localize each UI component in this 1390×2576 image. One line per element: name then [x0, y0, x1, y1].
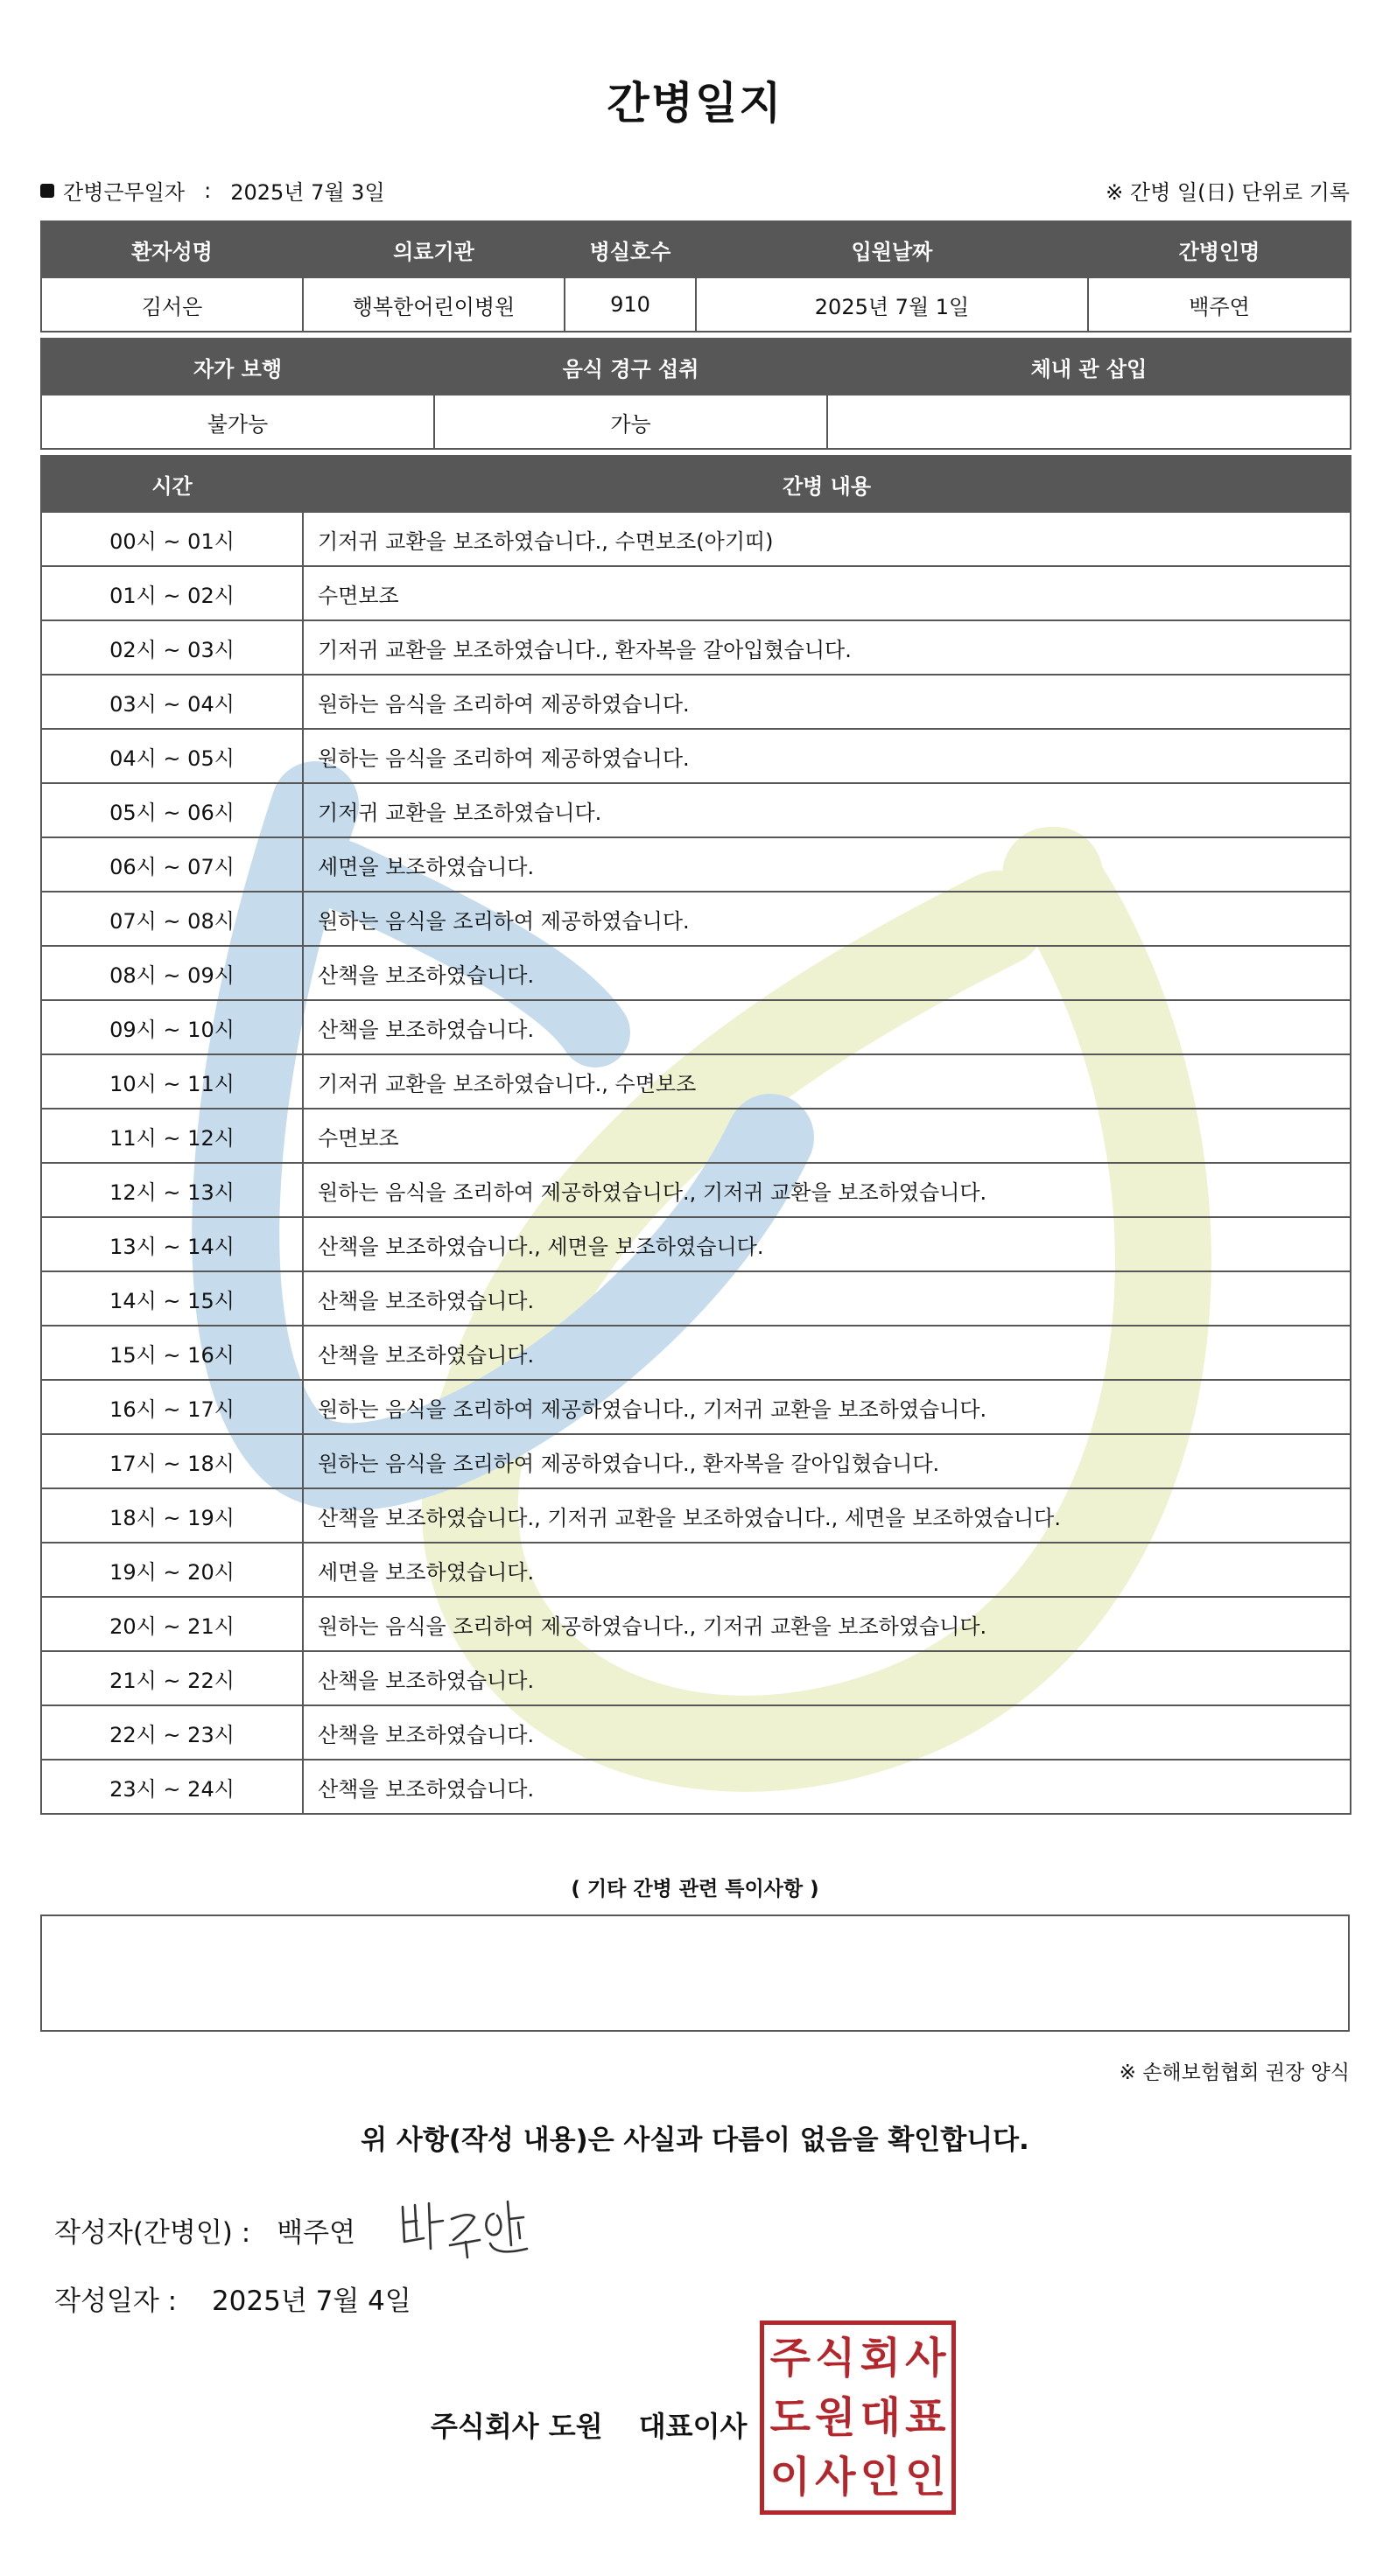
care-log-content: 원하는 음식을 조리하여 제공하였습니다., 기저귀 교환을 보조하였습니다. — [303, 1380, 1351, 1434]
care-log-time: 11시 ~ 12시 — [41, 1109, 303, 1163]
care-log-time: 14시 ~ 15시 — [41, 1271, 303, 1326]
care-log-row — [41, 1380, 1351, 1434]
care-log-content: 기저귀 교환을 보조하였습니다. — [303, 783, 1351, 837]
seal-char: 표 — [905, 2393, 946, 2442]
care-date-row — [40, 175, 385, 206]
care-log-content: 기저귀 교환을 보조하였습니다., 수면보조 — [303, 1054, 1351, 1109]
care-log-row — [41, 1434, 1351, 1488]
seal-char: 회 — [860, 2334, 901, 2383]
care-log-content: 기저귀 교환을 보조하였습니다., 수면보조(아기띠) — [303, 512, 1351, 566]
recommend-note: ※ 손해보험협회 권장 양식 — [1119, 2062, 1350, 2084]
care-log-row — [41, 837, 1351, 892]
care-log-time: 05시 ~ 06시 — [41, 783, 303, 837]
care-log-row — [41, 1163, 1351, 1217]
care-log-content: 산책을 보조하였습니다., 세면을 보조하였습니다. — [303, 1217, 1351, 1271]
col-institution: 의료기관 — [303, 221, 565, 277]
seal-char: 이 — [769, 2453, 811, 2502]
care-log-content: 원하는 음식을 조리하여 제공하였습니다. — [303, 675, 1351, 729]
seal-char: 사 — [815, 2453, 856, 2502]
care-log-row — [41, 1651, 1351, 1705]
care-log-row — [41, 675, 1351, 729]
patient-name-value: 김서은 — [41, 277, 303, 332]
care-log-header-row — [41, 456, 1351, 512]
patient-status-header-row — [41, 339, 1351, 395]
care-log-time: 01시 ~ 02시 — [41, 566, 303, 620]
care-log-content: 원하는 음식을 조리하여 제공하였습니다. — [303, 729, 1351, 783]
written-date-label: 작성일자 : — [54, 2286, 178, 2317]
institution-value: 행복한어린이병원 — [303, 277, 565, 332]
care-log-row — [41, 1326, 1351, 1380]
care-log-content: 세면을 보조하였습니다. — [303, 1543, 1351, 1597]
company-representative: 대표이사 — [638, 2410, 748, 2443]
col-tube-insertion: 체내 관 삽입 — [827, 339, 1351, 395]
writer-name: 백주연 — [277, 2217, 356, 2249]
care-date-separator: : — [204, 178, 212, 203]
record-unit-note: ※ 간병 일(日) 단위로 기록 — [1106, 180, 1350, 205]
care-log-content: 원하는 음식을 조리하여 제공하였습니다. — [303, 892, 1351, 946]
care-log-time: 23시 ~ 24시 — [41, 1760, 303, 1814]
confirmation-statement: 위 사항(작성 내용)은 사실과 다름이 없음을 확인합니다. — [361, 2124, 1029, 2156]
patient-info-table — [40, 220, 1351, 332]
care-log-content: 수면보조 — [303, 566, 1351, 620]
care-log-content: 기저귀 교환을 보조하였습니다., 환자복을 갈아입혔습니다. — [303, 620, 1351, 675]
written-date-value: 2025년 7월 4일 — [211, 2286, 411, 2317]
care-log-row — [41, 1109, 1351, 1163]
care-log-time: 16시 ~ 17시 — [41, 1380, 303, 1434]
care-log-content: 원하는 음식을 조리하여 제공하였습니다., 기저귀 교환을 보조하였습니다. — [303, 1597, 1351, 1651]
care-log-time: 02시 ~ 03시 — [41, 620, 303, 675]
care-log-row — [41, 783, 1351, 837]
writer-row — [54, 2210, 355, 2250]
seal-char: 사 — [905, 2334, 946, 2383]
handwritten-signature — [396, 2188, 553, 2266]
care-log-row — [41, 566, 1351, 620]
care-log-time: 20시 ~ 21시 — [41, 1597, 303, 1651]
caregiver-value: 백주연 — [1088, 277, 1351, 332]
care-log-time: 19시 ~ 20시 — [41, 1543, 303, 1597]
oral-intake-value: 가능 — [434, 395, 827, 449]
care-log-content: 산책을 보조하였습니다. — [303, 1271, 1351, 1326]
seal-char: 주 — [769, 2334, 811, 2383]
care-log-row — [41, 1597, 1351, 1651]
col-care-content: 간병 내용 — [303, 456, 1351, 512]
care-log-time: 15시 ~ 16시 — [41, 1326, 303, 1380]
care-log-time: 17시 ~ 18시 — [41, 1434, 303, 1488]
seal-char: 원 — [815, 2393, 856, 2442]
seal-char: 인 — [905, 2453, 946, 2502]
care-log-time: 08시 ~ 09시 — [41, 946, 303, 1000]
care-log-time: 12시 ~ 13시 — [41, 1163, 303, 1217]
col-patient-name: 환자성명 — [41, 221, 303, 277]
seal-char: 인 — [860, 2453, 901, 2502]
notes-heading: ( 기타 간병 관련 특이사항 ) — [571, 1878, 819, 1900]
care-log-time: 03시 ~ 04시 — [41, 675, 303, 729]
seal-char: 대 — [860, 2393, 901, 2442]
bullet-square-icon — [40, 184, 54, 198]
patient-status-value-row — [41, 395, 1351, 449]
care-log-row — [41, 1488, 1351, 1543]
seal-char: 도 — [769, 2393, 811, 2442]
care-log-row — [41, 1705, 1351, 1760]
care-log-row — [41, 892, 1351, 946]
care-log-row — [41, 1217, 1351, 1271]
col-caregiver: 간병인명 — [1088, 221, 1351, 277]
care-log-time: 00시 ~ 01시 — [41, 512, 303, 566]
care-log-content: 산책을 보조하였습니다. — [303, 1000, 1351, 1054]
care-log-content: 산책을 보조하였습니다., 기저귀 교환을 보조하였습니다., 세면을 보조하였습니다. — [303, 1488, 1351, 1543]
care-log-row — [41, 1054, 1351, 1109]
care-log-row — [41, 946, 1351, 1000]
col-admission-date: 입원날짜 — [696, 221, 1088, 277]
care-log-content: 원하는 음식을 조리하여 제공하였습니다., 기저귀 교환을 보조하였습니다. — [303, 1163, 1351, 1217]
patient-info-header-row — [41, 221, 1351, 277]
seal-char: 식 — [815, 2334, 856, 2383]
company-name: 주식회사 도원 — [431, 2410, 603, 2443]
care-date-value: 2025년 7월 3일 — [230, 180, 385, 205]
company-row — [431, 2404, 747, 2445]
care-log-time: 22시 ~ 23시 — [41, 1705, 303, 1760]
care-log-row — [41, 1000, 1351, 1054]
care-log-content: 산책을 보조하였습니다. — [303, 1705, 1351, 1760]
tube-insertion-value — [827, 395, 1351, 449]
care-log-body — [41, 512, 1351, 1814]
care-log-row — [41, 620, 1351, 675]
care-log-time: 18시 ~ 19시 — [41, 1488, 303, 1543]
care-log-content: 산책을 보조하였습니다. — [303, 1760, 1351, 1814]
notes-box — [40, 1914, 1350, 2032]
care-log-content: 원하는 음식을 조리하여 제공하였습니다., 환자복을 갈아입혔습니다. — [303, 1434, 1351, 1488]
care-log-time: 07시 ~ 08시 — [41, 892, 303, 946]
patient-status-table — [40, 338, 1351, 450]
care-log-row — [41, 729, 1351, 783]
care-log-content: 세면을 보조하였습니다. — [303, 837, 1351, 892]
care-log-time: 21시 ~ 22시 — [41, 1651, 303, 1705]
care-log-table — [40, 455, 1351, 1815]
document-title: 간병일지 — [607, 78, 783, 129]
care-log-content: 산책을 보조하였습니다. — [303, 946, 1351, 1000]
col-room: 병실호수 — [565, 221, 696, 277]
care-log-content: 산책을 보조하였습니다. — [303, 1651, 1351, 1705]
col-oral-intake: 음식 경구 섭취 — [434, 339, 827, 395]
care-date-label: 간병근무일자 — [63, 180, 186, 205]
col-time: 시간 — [41, 456, 303, 512]
care-log-row — [41, 512, 1351, 566]
care-log-content: 산책을 보조하였습니다. — [303, 1326, 1351, 1380]
writer-label: 작성자(간병인) : — [54, 2217, 251, 2249]
patient-info-value-row — [41, 277, 1351, 332]
room-value: 910 — [565, 277, 696, 332]
care-log-content: 수면보조 — [303, 1109, 1351, 1163]
care-log-time: 09시 ~ 10시 — [41, 1000, 303, 1054]
admission-date-value: 2025년 7월 1일 — [696, 277, 1088, 332]
written-date-row — [54, 2278, 411, 2318]
care-log-time: 04시 ~ 05시 — [41, 729, 303, 783]
care-log-time: 13시 ~ 14시 — [41, 1217, 303, 1271]
care-log-row — [41, 1271, 1351, 1326]
care-log-time: 10시 ~ 11시 — [41, 1054, 303, 1109]
col-walking: 자가 보행 — [41, 339, 434, 395]
care-log-time: 06시 ~ 07시 — [41, 837, 303, 892]
care-log-row — [41, 1760, 1351, 1814]
care-log-row — [41, 1543, 1351, 1597]
walking-value: 불가능 — [41, 395, 434, 449]
company-seal-stamp — [760, 2320, 956, 2515]
